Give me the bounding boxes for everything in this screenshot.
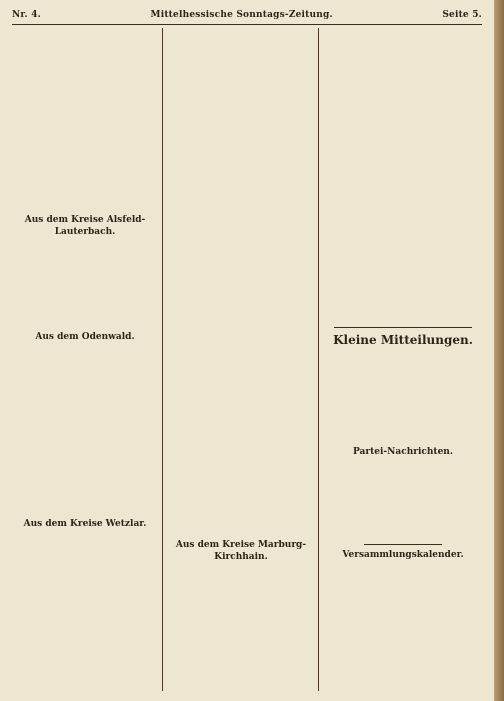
running-header <box>12 8 482 22</box>
separator-rule <box>334 327 472 328</box>
book-spine <box>494 0 504 701</box>
section-heading: Aus dem Kreise Alsfeld-Lauterbach. <box>24 215 146 237</box>
article-text <box>324 563 482 691</box>
section-heading: Partei-Nachrichten. <box>353 447 453 457</box>
separator-rule <box>364 544 442 545</box>
article-text <box>168 565 314 691</box>
header-rule <box>12 24 482 25</box>
column-divider <box>162 28 163 691</box>
page-number: Seite 5. <box>442 10 482 20</box>
section-heading: Aus dem Odenwald. <box>35 332 135 342</box>
article-text <box>12 345 158 515</box>
column-3 <box>324 28 482 691</box>
newspaper-title: Mittelhessische Sonntags-Zeitung. <box>150 10 333 20</box>
column-2 <box>168 28 314 691</box>
article-text <box>324 460 482 540</box>
issue-number: Nr. 4. <box>12 10 42 20</box>
article-text <box>324 351 482 443</box>
section-heading: Aus dem Kreise Marburg-Kirchhain. <box>175 540 307 562</box>
column-divider <box>318 28 319 691</box>
section-heading: Versammlungskalender. <box>342 550 464 560</box>
article-text <box>324 28 482 323</box>
article-text <box>12 28 158 211</box>
article-text <box>168 28 314 536</box>
article-text <box>12 532 158 682</box>
section-heading: Aus dem Kreise Wetzlar. <box>23 519 147 529</box>
section-heading: Kleine Mitteilungen. <box>333 333 473 347</box>
article-text <box>12 240 158 328</box>
column-1 <box>12 28 158 691</box>
